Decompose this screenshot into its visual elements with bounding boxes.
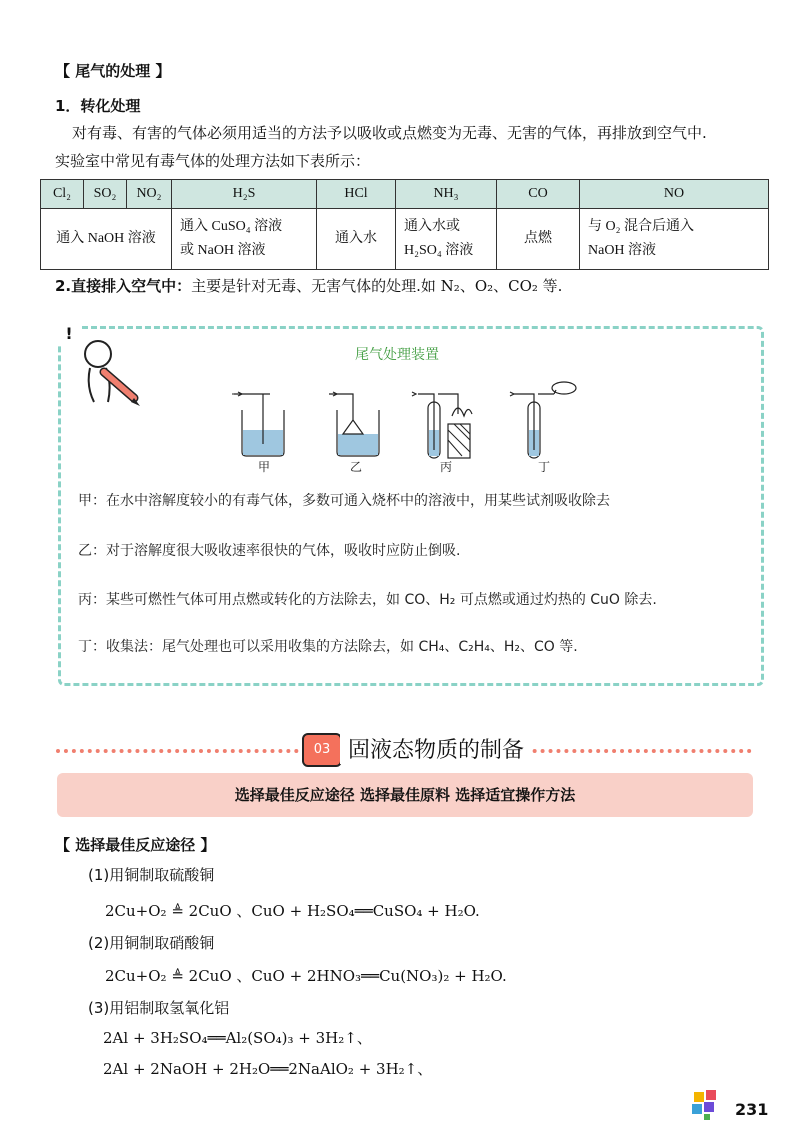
method-banner: 选择最佳反应途径 选择最佳原料 选择适宜操作方法 [57, 773, 753, 817]
note-line-jia: 甲：在水中溶解度较小的有毒气体，多数可通入烧杯中的溶液中，用某些试剂吸收除去 [78, 493, 610, 509]
section-title: 固液态物质的制备 [340, 733, 532, 764]
direct-release-label: 2.直接排入空气中： [55, 277, 192, 295]
table-cell-line: H₂SO₄ 溶液 [404, 243, 474, 258]
equation: 2Cu+O₂ ≜ 2CuO 、CuO + H₂SO₄══CuSO₄ + H₂O. [105, 902, 480, 920]
note-line-yi: 乙：对于溶解度很大吸收速率很快的气体，吸收时应防止倒吸. [78, 543, 461, 559]
cartoon-writer-icon [76, 336, 146, 408]
exclamation-icon: ! [58, 323, 80, 345]
table-row [41, 209, 769, 270]
label-ding: 丁 [538, 460, 551, 474]
section-heading: 【 尾气的处理 】 [55, 62, 171, 80]
table-cell: 通入 NaOH 溶液 [41, 209, 172, 270]
subheading-conversion: 1．转化处理 [55, 97, 141, 115]
table-header: NH₃ [396, 180, 497, 209]
table-cell-line: 通入水或 [404, 219, 460, 234]
table-cell-line: 或 NaOH 溶液 [180, 243, 266, 258]
equation: 2Cu+O₂ ≜ 2CuO 、CuO + 2HNO₃══Cu(NO₃)₂ + H₂O. [105, 967, 507, 985]
paragraph-2: 实验室中常见有毒气体的处理方法如下表所示： [55, 152, 371, 170]
item-title: (1)用铜制取硫酸铜 [88, 866, 215, 884]
label-yi: 乙 [350, 460, 363, 474]
label-bing: 丙 [440, 460, 453, 474]
tail-gas-apparatus-figure [230, 380, 590, 470]
table-header-row [41, 180, 769, 209]
table-header: Cl₂ [41, 180, 84, 209]
paragraph-1: 对有毒、有害的气体必须用适当的方法予以吸收或点燃变为无毒、无害的气体，再排放到空气中. [72, 124, 707, 142]
table-cell-line: NaOH 溶液 [588, 243, 657, 258]
gas-treatment-table [40, 179, 769, 270]
section-number-badge: 03 [302, 733, 342, 767]
item-title: (2)用铜制取硝酸铜 [88, 934, 215, 952]
table-header: HCl [317, 180, 396, 209]
direct-release-line [55, 272, 562, 300]
table-header: SO₂ [84, 180, 127, 209]
note-line-ding: 丁：收集法：尾气处理也可以采用收集的方法除去，如 CH₄、C₂H₄、H₂、CO 等. [78, 639, 578, 655]
equation: 2Al + 2NaOH + 2H₂O══2NaAlO₂ + 3H₂↑、 [103, 1060, 433, 1078]
label-jia: 甲 [258, 460, 271, 474]
table-cell [580, 209, 769, 270]
table-cell [172, 209, 317, 270]
table-cell-line: 与 O₂ 混合后通入 [588, 219, 694, 234]
direct-release-text: 主要是针对无毒、无害气体的处理.如 N₂、O₂、CO₂ 等. [191, 277, 563, 295]
table-header: NO₂ [127, 180, 172, 209]
figure-title: 尾气处理装置 [355, 347, 439, 363]
publisher-logo-icon [690, 1088, 724, 1122]
table-header: NO [580, 180, 769, 209]
table-header: CO [497, 180, 580, 209]
equation: 2Al + 3H₂SO₄══Al₂(SO₄)₃ + 3H₂↑、 [103, 1029, 372, 1047]
table-header: H₂S [172, 180, 317, 209]
table-cell [396, 209, 497, 270]
best-route-heading: 【 选择最佳反应途径 】 [55, 836, 216, 854]
table-cell-line: 通入 CuSO₄ 溶液 [180, 219, 283, 234]
note-line-bing: 丙：某些可燃性气体可用点燃或转化的方法除去，如 CO、H₂ 可点燃或通过灼热的 CuO 除去. [78, 592, 657, 608]
table-cell: 点燃 [497, 209, 580, 270]
table-cell: 通入水 [317, 209, 396, 270]
page-number: 231 [735, 1100, 769, 1119]
item-title: (3)用铝制取氢氧化铝 [88, 999, 230, 1017]
